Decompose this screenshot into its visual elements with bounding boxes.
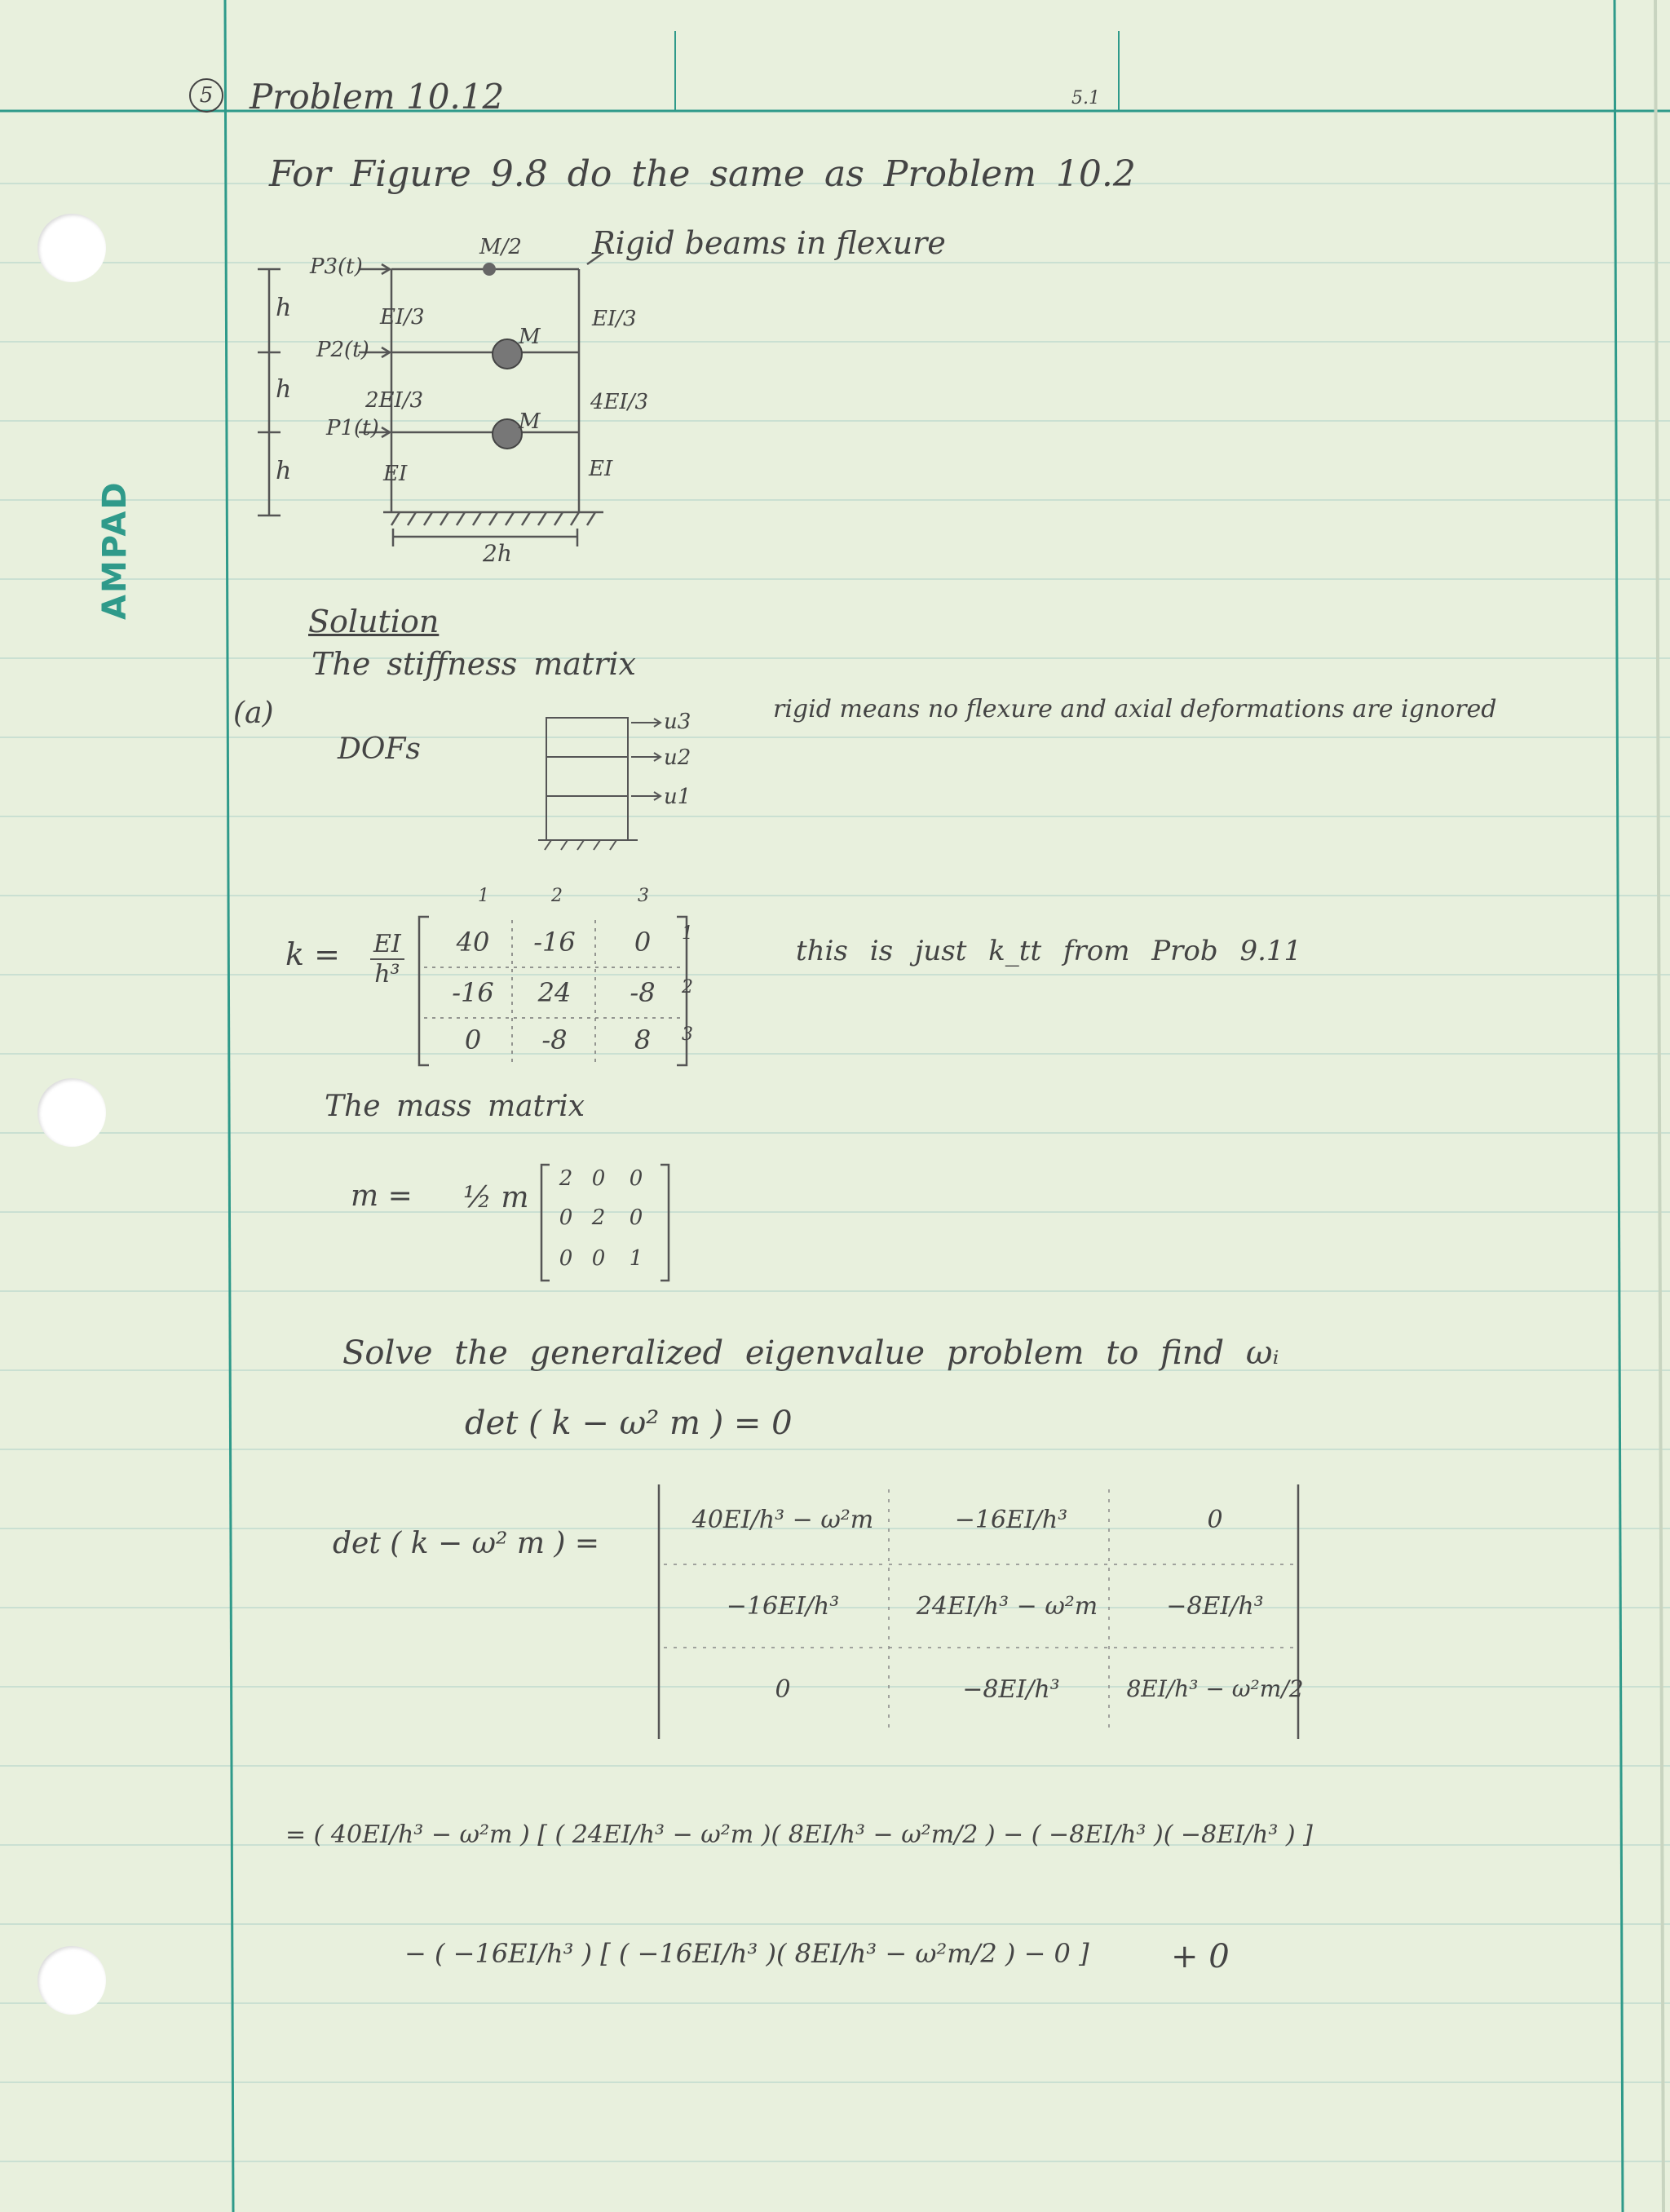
- label-p1: P1(t): [326, 416, 379, 440]
- m-21: 0: [559, 1206, 573, 1230]
- k-23: -8: [630, 977, 656, 1008]
- k-note: this is just k_tt from Prob 9.11: [796, 935, 1302, 967]
- problem-title: Problem 10.12: [250, 77, 505, 117]
- binder-hole-bottom: [38, 1946, 106, 2015]
- m-11: 2: [559, 1166, 573, 1191]
- label-p3: P3(t): [310, 254, 363, 279]
- k-factor: [370, 930, 404, 989]
- brand-logo: AMPAD: [96, 480, 134, 620]
- m-33: 1: [629, 1246, 643, 1271]
- m-12: 0: [591, 1166, 606, 1191]
- k-col-1: 1: [478, 886, 489, 906]
- label-ei-right: EI: [589, 457, 613, 481]
- label-ei-left: EI: [383, 462, 408, 486]
- label-ei3-right: EI/3: [592, 307, 637, 331]
- problem-number-circle: [189, 78, 223, 113]
- m-13: 0: [629, 1166, 643, 1191]
- middle-mass: [493, 339, 522, 369]
- k-11: 40: [456, 927, 490, 958]
- label-h-1: h: [276, 294, 292, 322]
- k-row-3: 3: [682, 1024, 693, 1045]
- expansion-line-3: + 0: [1171, 1938, 1230, 1975]
- rigid-note: rigid means no flexure and axial deformations are ignored: [773, 695, 1497, 723]
- solution-heading: Solution: [308, 604, 440, 639]
- right-margin-line: [1615, 0, 1623, 2212]
- det-22: 24EI/h³ − ω²m: [916, 1592, 1098, 1621]
- det-33: 8EI/h³ − ω²m/2: [1126, 1675, 1304, 1702]
- m-symbol: m =: [351, 1179, 413, 1213]
- label-h-3: h: [276, 457, 292, 485]
- k-32: -8: [541, 1024, 568, 1055]
- expansion-line-1: = ( 40EI/h³ − ω²m ) [ ( 24EI/h³ − ω²m )( 8EI/h³ − ω²m/2 ) − ( −8EI/h³ )( −8EI/h³ ) ]: [285, 1820, 1313, 1849]
- k-31: 0: [464, 1024, 482, 1055]
- m-23: 0: [629, 1206, 643, 1230]
- k-symbol: k =: [285, 936, 340, 972]
- dofs-label: DOFs: [338, 732, 421, 766]
- det-equation: det ( k − ω² m ) = 0: [465, 1405, 793, 1442]
- mass-heading: The mass matrix: [325, 1090, 585, 1123]
- k-col-2: 2: [551, 886, 563, 906]
- det-21: −16EI/h³: [726, 1592, 840, 1621]
- det-11: 40EI/h³ − ω²m: [691, 1506, 874, 1534]
- label-m-middle: M: [519, 325, 541, 349]
- k-22: 24: [537, 977, 572, 1008]
- k-row-1: 1: [682, 923, 693, 944]
- det-13: 0: [1207, 1506, 1223, 1534]
- dof-u3: u3: [664, 710, 691, 734]
- det-lhs: det ( k − ω² m ) =: [333, 1527, 600, 1560]
- label-span: 2h: [483, 540, 512, 567]
- label-h-2: h: [276, 375, 292, 404]
- m-32: 0: [591, 1246, 606, 1271]
- label-rigid: Rigid beams in flexure: [592, 225, 946, 261]
- m-31: 0: [559, 1246, 573, 1271]
- k-21: -16: [452, 977, 494, 1008]
- page-number: 5.1: [1071, 88, 1100, 108]
- problem-number: 5: [199, 83, 214, 108]
- m-22: 2: [591, 1206, 606, 1230]
- k-factor-den: h³: [374, 960, 400, 989]
- label-ei2-left: 2EI/3: [365, 388, 424, 413]
- label-ei4-right: 4EI/3: [590, 390, 649, 414]
- binder-hole-top: [38, 214, 106, 282]
- k-row-2: 2: [682, 977, 693, 998]
- label-m-bottom: M: [519, 409, 541, 434]
- det-12: −16EI/h³: [954, 1506, 1068, 1534]
- intro-text: For Figure 9.8 do the same as Problem 10.2: [269, 153, 1136, 195]
- stiffness-heading: The stiffness matrix: [311, 646, 636, 682]
- top-mass: [483, 263, 496, 276]
- label-top-mass: M/2: [479, 235, 522, 259]
- k-12: -16: [533, 927, 576, 958]
- k-13: 0: [634, 927, 652, 958]
- k-col-3: 3: [638, 886, 649, 906]
- label-ei3-left: EI/3: [380, 305, 425, 330]
- binder-hole-middle: [38, 1078, 106, 1147]
- expansion-line-2: − ( −16EI/h³ ) [ ( −16EI/h³ )( 8EI/h³ − ω²m/2 ) − 0 ]: [404, 1938, 1089, 1969]
- frame-figure: [245, 253, 750, 546]
- eig-text: Solve the generalized eigenvalue problem to find ωᵢ: [342, 1334, 1279, 1372]
- dof-u2: u2: [664, 745, 691, 770]
- det-23: −8EI/h³: [1166, 1592, 1264, 1621]
- k-33: 8: [634, 1024, 652, 1055]
- k-factor-num: EI: [370, 930, 404, 960]
- dof-u1: u1: [664, 785, 691, 809]
- part-label: (a): [233, 697, 274, 730]
- det-32: −8EI/h³: [962, 1675, 1060, 1704]
- bottom-mass: [493, 419, 522, 449]
- det-31: 0: [775, 1675, 791, 1704]
- label-p2: P2(t): [316, 338, 369, 362]
- m-factor: ½ m: [463, 1181, 529, 1214]
- left-margin-line: [225, 0, 233, 2212]
